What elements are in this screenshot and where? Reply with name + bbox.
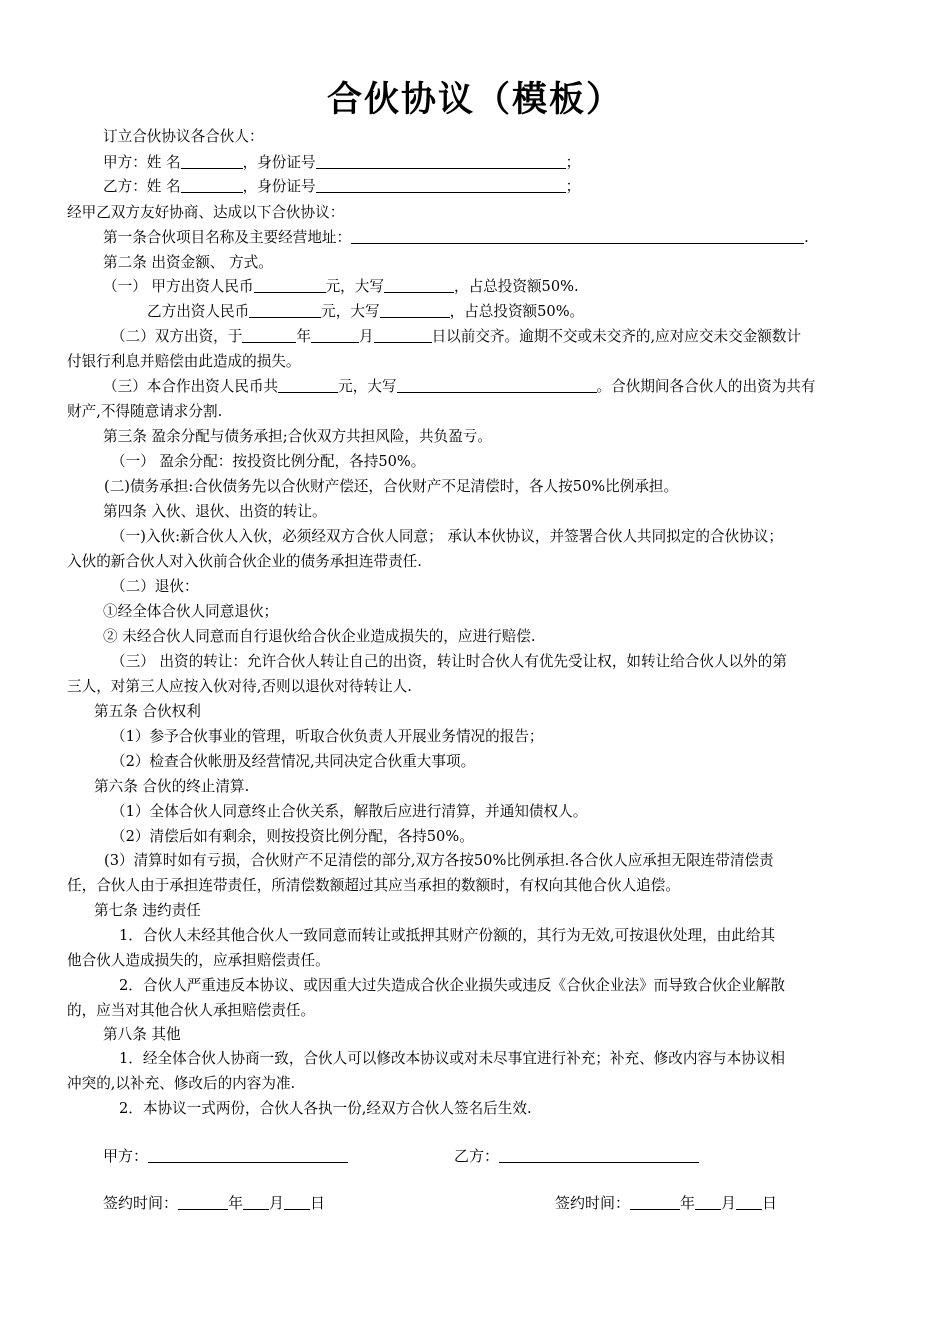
day-blank[interactable] <box>374 328 432 343</box>
label: 元，大写 <box>321 303 380 320</box>
semicolon: ； <box>565 154 581 171</box>
semicolon: ； <box>565 178 581 195</box>
party-b-signature <box>454 1146 699 1166</box>
article4-p3-line1: （三） 出资的转让：允许合伙人转让自己的出资，转让时合伙人有优先受让权，如转让给合伙人以外的第 <box>111 653 787 670</box>
party-a-signature <box>103 1146 348 1166</box>
article7-title: 第七条 违约责任 <box>94 902 201 919</box>
project-address-blank[interactable] <box>351 229 804 244</box>
party-b-id-label: ，身份证号 <box>242 178 316 195</box>
party-a-sign-date <box>103 1193 325 1213</box>
sign-date-label: 签约时间： <box>103 1194 179 1212</box>
document-title: 合伙协议（模板） <box>326 80 623 120</box>
party-b-sign-date <box>555 1193 777 1213</box>
total-amount-blank[interactable] <box>278 378 338 393</box>
article5-p2: （2）检查合伙帐册及经营情况,共同决定合伙重大事项。 <box>111 753 476 770</box>
party-b-name-blank[interactable] <box>181 178 243 193</box>
article7-p2-line2: 的，应当对其他合伙人承担赔偿责任。 <box>67 1002 316 1019</box>
label: 。合伙期间各合伙人的出资为共有 <box>596 378 816 395</box>
party-b-amount-words-blank[interactable] <box>380 303 450 318</box>
sign-year-blank[interactable] <box>178 1195 228 1210</box>
sign-date-label: 签约时间： <box>555 1194 631 1212</box>
label: 元，大写 <box>325 278 384 295</box>
article6-p3-line2: 任，合伙人由于承担连带责任，所清偿数额超过其应当承担的数额时，有权向其他合伙人追偿。 <box>67 877 680 894</box>
party-b-line <box>103 177 580 197</box>
party-a-name-blank[interactable] <box>181 154 243 169</box>
label: 年 <box>296 328 311 345</box>
label: 元，大写 <box>338 378 397 395</box>
day-label: 日 <box>762 1194 778 1212</box>
article8-title: 第八条 其他 <box>103 1026 181 1043</box>
article4-p3-line2: 三人，对第三人应按入伙对待,否则以退伙对待转让人. <box>67 678 412 695</box>
party-a-name-label: 甲方：姓 名 <box>103 154 181 171</box>
article2-p1-a <box>103 277 579 297</box>
label: （一） 甲方出资人民币 <box>103 278 254 295</box>
article6-p3-line1: (3）清算时如有亏损，合伙财产不足清偿的部分,双方各按50%比例承担.各合伙人应承担无限连带清偿责 <box>104 852 774 869</box>
party-a-id-blank[interactable] <box>316 154 566 169</box>
article7-p1-line1: 1．合伙人未经其他合伙人一致同意而转让或抵押其财产份额的，其行为无效,可按退伙处理，由此给其 <box>119 927 776 944</box>
party-a-amount-blank[interactable] <box>254 278 326 293</box>
article3-p1: （一） 盈余分配：按投资比例分配，各持50%。 <box>111 453 426 470</box>
article6-p1: （1）全体合伙人同意终止合伙关系，解散后应进行清算，并通知债权人。 <box>111 803 588 820</box>
party-a-signature-blank[interactable] <box>148 1148 348 1163</box>
month-label: 月 <box>269 1194 285 1212</box>
label: 乙方出资人民币 <box>147 303 250 320</box>
party-b-signature-blank[interactable] <box>499 1148 699 1163</box>
article8-p1-line1: 1．经全体合伙人协商一致，合伙人可以修改本协议或对未尽事宜进行补充；补充、修改内容与本协议相 <box>119 1050 786 1067</box>
article3-p2: (二)债务承担:合伙债务先以合伙财产偿还，合伙财产不足清偿时，各人按50%比例承担。 <box>104 478 679 495</box>
article6-title: 第六条 合伙的终止清算. <box>94 778 250 795</box>
label: （二）双方出资，于 <box>111 328 243 345</box>
consensus-line: 经甲乙双方友好协商、达成以下合伙协议： <box>67 204 345 221</box>
year-label: 年 <box>228 1194 244 1212</box>
label: ，占总投资额50%。 <box>449 303 585 320</box>
article3-title: 第三条 盈余分配与债务承担;合伙双方共担风险，共负盈亏。 <box>103 428 492 445</box>
label: 月 <box>358 328 374 345</box>
sign-month-blank[interactable] <box>695 1195 721 1210</box>
article1-line <box>103 228 809 248</box>
party-b-name-label: 乙方：姓 名 <box>103 178 181 195</box>
label: ，占总投资额50%. <box>453 278 579 295</box>
article2-p2-line2: 付银行利息并赔偿由此造成的损失。 <box>67 353 301 370</box>
total-amount-words-blank[interactable] <box>397 378 597 393</box>
party-b-amount-blank[interactable] <box>249 303 321 318</box>
sign-day-blank[interactable] <box>284 1195 310 1210</box>
label: 日以前交齐。逾期不交或未交齐的,应对应交未交金额数计 <box>431 328 802 345</box>
party-b-id-blank[interactable] <box>316 178 566 193</box>
article4-title: 第四条 入伙、退伙、出资的转让。 <box>103 503 327 520</box>
article7-p1-line2: 他合伙人造成损失的，应承担赔偿责任。 <box>67 952 330 969</box>
party-a-amount-words-blank[interactable] <box>384 278 454 293</box>
party-a-signature-label: 甲方： <box>103 1147 149 1165</box>
article4-p2-item1: ①经全体合伙人同意退伙； <box>103 603 279 620</box>
day-label: 日 <box>310 1194 326 1212</box>
article2-p2-line1 <box>111 327 801 347</box>
article1-end: . <box>804 229 809 246</box>
year-label: 年 <box>680 1194 696 1212</box>
party-a-id-label: ，身份证号 <box>242 154 316 171</box>
article4-p2-item2: ② 未经合伙人同意而自行退伙给合伙企业造成损失的，应进行赔偿. <box>103 628 536 645</box>
article6-p2: （2）清偿后如有剩余，则按投资比例分配，各持50%。 <box>111 828 474 845</box>
article4-p1-line2: 入伙的新合伙人对入伙前合伙企业的债务承担连带责任. <box>67 553 422 570</box>
party-b-signature-label: 乙方： <box>454 1147 500 1165</box>
article4-p1-line1: （一)入伙:新合伙人入伙，必须经双方合伙人同意； 承认本伙协议，并签署合伙人共同拟定的合伙协议； <box>111 528 783 545</box>
party-a-line <box>103 153 580 173</box>
article8-p1-line2: 冲突的,以补充、修改后的内容为准. <box>67 1075 296 1092</box>
article2-p3-line1 <box>103 377 815 397</box>
article2-p1-b <box>147 302 584 322</box>
article2-p3-line2: 财产,不得随意请求分割. <box>67 403 223 420</box>
intro-heading: 订立合伙协议各合伙人： <box>103 128 264 145</box>
article4-p2-title: （二）退伙： <box>111 578 199 595</box>
sign-day-blank[interactable] <box>736 1195 762 1210</box>
article8-p2: 2．本协议一式两份，合伙人各执一份,经双方合伙人签名后生效. <box>119 1100 532 1117</box>
sign-year-blank[interactable] <box>630 1195 680 1210</box>
article1-text: 第一条合伙项目名称及主要经营地址： <box>103 229 352 246</box>
month-label: 月 <box>721 1194 737 1212</box>
article2-title: 第二条 出资金额、 方式。 <box>103 254 273 271</box>
label: （三）本合作出资人民币共 <box>103 378 279 395</box>
year-blank[interactable] <box>242 328 296 343</box>
article5-p1: （1）参予合伙事业的管理，听取合伙负责人开展业务情况的报告； <box>111 728 544 745</box>
sign-month-blank[interactable] <box>243 1195 269 1210</box>
article5-title: 第五条 合伙权利 <box>94 703 201 720</box>
month-blank[interactable] <box>311 328 359 343</box>
article7-p2-line1: 2．合伙人严重违反本协议、或因重大过失造成合伙企业损失或违反《合伙企业法》而导致合伙企业解散 <box>119 977 786 994</box>
